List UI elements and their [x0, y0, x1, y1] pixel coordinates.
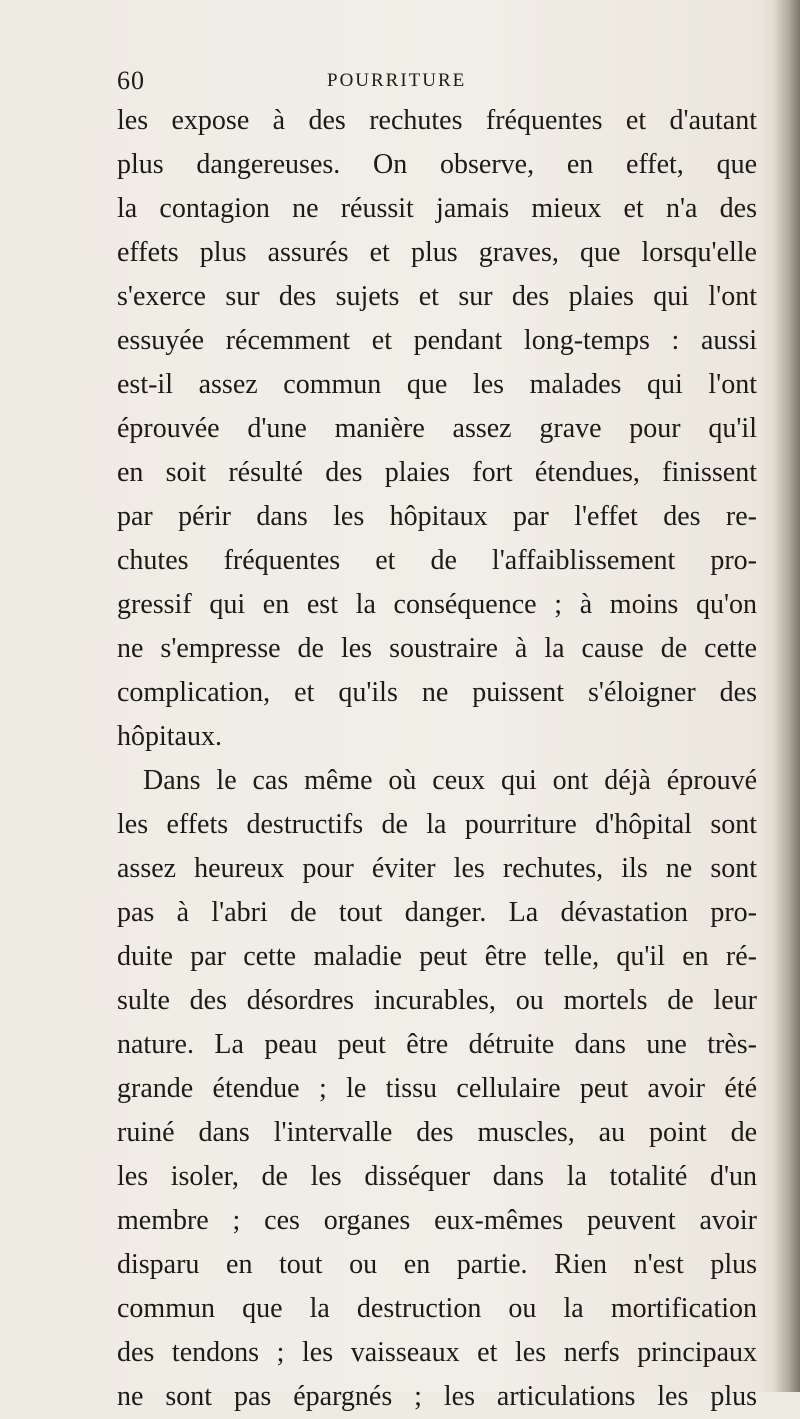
text-line: des tendons ; les vaisseaux et les nerfs principaux: [117, 1337, 757, 1368]
text-line: duite par cette maladie peut être telle, qu'il en ré-: [117, 941, 757, 972]
page-number: 60: [117, 66, 145, 95]
text-line: grande étendue ; le tissu cellulaire peut avoir été: [117, 1073, 757, 1104]
text-line: disparu en tout ou en partie. Rien n'est plus: [117, 1249, 757, 1280]
text-line: les effets destructifs de la pourriture d'hôpital sont: [117, 809, 757, 840]
text-line: les expose à des rechutes fréquentes et d'autant: [117, 105, 757, 136]
page-edge-shadow: [774, 0, 800, 1392]
text-line: chutes fréquentes et de l'affaiblissement pro-: [117, 545, 757, 576]
text-line: essuyée récemment et pendant long-temps : aussi: [117, 325, 757, 356]
text-line: est-il assez commun que les malades qui l'ont: [117, 369, 757, 400]
running-head: POURRITURE: [327, 70, 467, 91]
paragraph-end-line: hôpitaux.: [117, 721, 222, 752]
text-line: les isoler, de les disséquer dans la totalité d'un: [117, 1161, 757, 1192]
text-line: plus dangereuses. On observe, en effet, que: [117, 149, 757, 180]
text-line: ne s'empresse de les soustraire à la cause de cette: [117, 633, 757, 664]
text-line: gressif qui en est la conséquence ; à moins qu'on: [117, 589, 757, 620]
text-line: effets plus assurés et plus graves, que lorsqu'elle: [117, 237, 757, 268]
text-line: ruiné dans l'intervalle des muscles, au point de: [117, 1117, 757, 1148]
text-line: par périr dans les hôpitaux par l'effet des re-: [117, 501, 757, 532]
text-line: la contagion ne réussit jamais mieux et n'a des: [117, 193, 757, 224]
text-line: commun que la destruction ou la mortification: [117, 1293, 757, 1324]
paragraph-start-line: Dans le cas même où ceux qui ont déjà éprouvé: [143, 765, 757, 796]
page-header: [117, 64, 737, 104]
text-line: membre ; ces organes eux-mêmes peuvent avoir: [117, 1205, 757, 1236]
text-line: ne sont pas épargnés ; les articulations les plus: [117, 1381, 757, 1412]
text-line: s'exerce sur des sujets et sur des plaies qui l'ont: [117, 281, 757, 312]
text-line: pas à l'abri de tout danger. La dévastation pro-: [117, 897, 757, 928]
text-line: sulte des désordres incurables, ou mortels de leur: [117, 985, 757, 1016]
text-line: en soit résulté des plaies fort étendues, finissent: [117, 457, 757, 488]
body-text: [117, 99, 757, 1419]
text-line: complication, et qu'ils ne puissent s'éloigner des: [117, 677, 757, 708]
text-line: assez heureux pour éviter les rechutes, ils ne sont: [117, 853, 757, 884]
text-line: nature. La peau peut être détruite dans une très-: [117, 1029, 757, 1060]
text-line: éprouvée d'une manière assez grave pour qu'il: [117, 413, 757, 444]
